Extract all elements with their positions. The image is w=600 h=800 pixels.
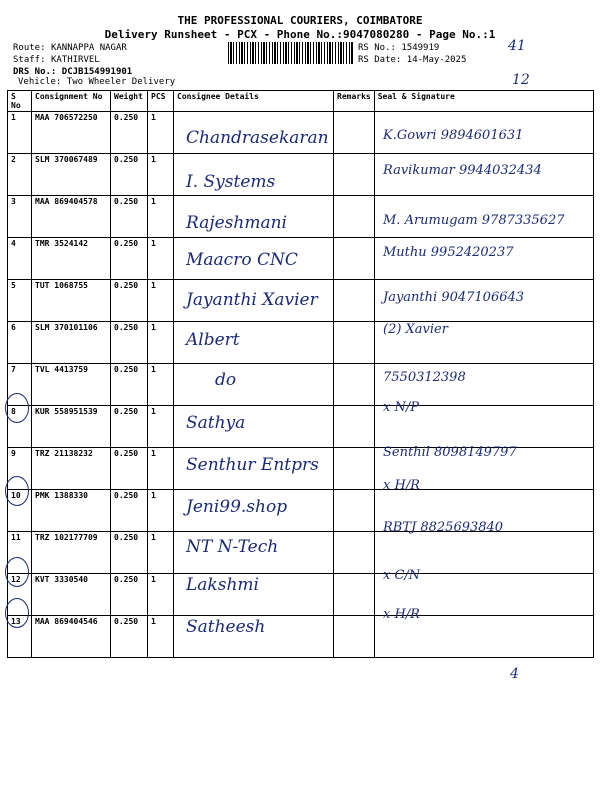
sno-cell: 11 <box>8 532 32 574</box>
remarks-cell <box>334 280 375 322</box>
pcs-cell: 1 <box>148 280 174 322</box>
staff-line <box>13 55 100 66</box>
corner-note-3: 4 <box>510 666 519 682</box>
table-row <box>8 322 594 364</box>
remarks-cell <box>334 112 375 154</box>
sno-cell: 2 <box>8 154 32 196</box>
remarks-cell <box>334 574 375 616</box>
rs-date-value: 14-May-2025 <box>406 55 467 65</box>
consignee-handwriting: Maacro CNC <box>186 250 298 270</box>
signature-handwriting: x N/P <box>383 400 419 415</box>
rs-date-line <box>358 55 466 66</box>
consignee-handwriting: Albert <box>186 330 240 350</box>
sno-cell: 10 <box>8 490 32 532</box>
consignment-cell: TRZ 102177709 <box>32 532 111 574</box>
drs-value: DCJB154991901 <box>61 67 133 77</box>
col-consignee: Consignee Details <box>174 91 334 112</box>
weight-cell: 0.250 <box>111 448 148 490</box>
col-pcs: PCS <box>148 91 174 112</box>
weight-cell: 0.250 <box>111 112 148 154</box>
pcs-cell: 1 <box>148 574 174 616</box>
pcs-cell: 1 <box>148 616 174 658</box>
vehicle-label: Vehicle: <box>18 77 62 87</box>
signature-handwriting: 7550312398 <box>383 370 466 385</box>
weight-cell: 0.250 <box>111 616 148 658</box>
circled-sno-mark <box>5 557 29 587</box>
weight-cell: 0.250 <box>111 238 148 280</box>
col-signature: Seal & Signature <box>374 91 593 112</box>
remarks-cell <box>334 616 375 658</box>
weight-cell: 0.250 <box>111 532 148 574</box>
sno-cell: 3 <box>8 196 32 238</box>
route-line <box>13 43 127 54</box>
circled-sno-mark <box>5 598 29 628</box>
vehicle-line <box>18 77 175 88</box>
signature-handwriting: x H/R <box>383 607 420 622</box>
sno-cell: 13 <box>8 616 32 658</box>
remarks-cell <box>334 154 375 196</box>
sno-cell: 4 <box>8 238 32 280</box>
staff-value: KATHIRVEL <box>50 55 100 65</box>
drs-label: DRS No.: <box>13 67 57 77</box>
barcode <box>228 42 353 64</box>
company-title: THE PROFESSIONAL COURIERS, COIMBATORE <box>177 14 423 27</box>
consignee-handwriting: Chandrasekaran <box>186 128 329 148</box>
consignee-cell <box>174 364 334 406</box>
consignment-cell: MAA 869404546 <box>32 616 111 658</box>
rs-date-label: RS Date: <box>358 55 402 65</box>
table-row <box>8 490 594 532</box>
signature-handwriting: Jayanthi 9047106643 <box>383 290 525 305</box>
consignee-handwriting: do <box>215 370 237 390</box>
table-row <box>8 574 594 616</box>
table-row <box>8 406 594 448</box>
staff-label: Staff: <box>13 55 46 65</box>
remarks-cell <box>334 532 375 574</box>
rs-no-line <box>358 43 439 54</box>
consignment-cell: MAA 869404578 <box>32 196 111 238</box>
consignment-cell: TRZ 21138232 <box>32 448 111 490</box>
sno-cell: 6 <box>8 322 32 364</box>
signature-handwriting: Muthu 9952420237 <box>383 245 514 260</box>
consignment-cell: TMR 3524142 <box>32 238 111 280</box>
sno-cell: 1 <box>8 112 32 154</box>
pcs-cell: 1 <box>148 322 174 364</box>
remarks-cell <box>334 238 375 280</box>
sno-cell: 12 <box>8 574 32 616</box>
pcs-cell: 1 <box>148 364 174 406</box>
consignee-handwriting: Jeni99.shop <box>186 497 288 517</box>
weight-cell: 0.250 <box>111 574 148 616</box>
consignment-cell: KVT 3330540 <box>32 574 111 616</box>
consignment-cell: SLM 370067489 <box>32 154 111 196</box>
consignee-handwriting: NT N-Tech <box>186 537 279 557</box>
consignment-cell: MAA 706572250 <box>32 112 111 154</box>
col-consignment: Consignment No <box>32 91 111 112</box>
remarks-cell <box>334 406 375 448</box>
consignee-handwriting: I. Systems <box>186 172 276 192</box>
sno-cell: 8 <box>8 406 32 448</box>
corner-note-2: 12 <box>512 72 530 88</box>
sno-cell: 7 <box>8 364 32 406</box>
route-value: KANNAPPA NAGAR <box>50 43 127 53</box>
route-label: Route: <box>13 43 46 53</box>
table-header-row <box>8 91 594 112</box>
runsheet-subtitle: Delivery Runsheet - PCX - Phone No.:9047080280 - Page No.:1 <box>104 28 496 41</box>
signature-handwriting: Senthil 8098149797 <box>383 445 517 460</box>
corner-note-1: 41 <box>508 38 526 54</box>
weight-cell: 0.250 <box>111 196 148 238</box>
weight-cell: 0.250 <box>111 406 148 448</box>
remarks-cell <box>334 364 375 406</box>
table-row <box>8 616 594 658</box>
table-row <box>8 364 594 406</box>
col-sno: S No <box>8 91 32 112</box>
pcs-cell: 1 <box>148 154 174 196</box>
pcs-cell: 1 <box>148 532 174 574</box>
remarks-cell <box>334 490 375 532</box>
weight-cell: 0.250 <box>111 322 148 364</box>
signature-handwriting: M. Arumugam 9787335627 <box>383 213 565 228</box>
pcs-cell: 1 <box>148 238 174 280</box>
signature-handwriting: x H/R <box>383 478 420 493</box>
consignee-handwriting: Jayanthi Xavier <box>186 290 318 310</box>
col-weight: Weight <box>111 91 148 112</box>
weight-cell: 0.250 <box>111 154 148 196</box>
signature-handwriting: x C/N <box>383 568 421 583</box>
pcs-cell: 1 <box>148 406 174 448</box>
col-remarks: Remarks <box>334 91 375 112</box>
consignment-cell: PMK 1388330 <box>32 490 111 532</box>
pcs-cell: 1 <box>148 490 174 532</box>
pcs-cell: 1 <box>148 196 174 238</box>
signature-handwriting: Ravikumar 9944032434 <box>383 163 542 178</box>
circled-sno-mark <box>5 476 29 506</box>
circled-sno-mark <box>5 393 29 423</box>
rs-no-label: RS No.: <box>358 43 396 53</box>
consignee-handwriting: Senthur Entprs <box>186 455 319 475</box>
rs-no-value: 1549919 <box>401 43 440 53</box>
remarks-cell <box>334 322 375 364</box>
consignee-handwriting: Rajeshmani <box>186 213 287 233</box>
consignee-handwriting: Satheesh <box>186 617 266 637</box>
consignment-cell: TUT 1068755 <box>32 280 111 322</box>
consignment-cell: KUR 558951539 <box>32 406 111 448</box>
weight-cell: 0.250 <box>111 280 148 322</box>
pcs-cell: 1 <box>148 112 174 154</box>
weight-cell: 0.250 <box>111 364 148 406</box>
pcs-cell: 1 <box>148 448 174 490</box>
vehicle-value: Two Wheeler Delivery <box>66 77 176 87</box>
consignee-handwriting: Lakshmi <box>186 575 259 595</box>
remarks-cell <box>334 196 375 238</box>
weight-cell: 0.250 <box>111 490 148 532</box>
sno-cell: 5 <box>8 280 32 322</box>
table-row <box>8 532 594 574</box>
consignment-cell: TVL 4413759 <box>32 364 111 406</box>
consignment-cell: SLM 370101106 <box>32 322 111 364</box>
signature-handwriting: (2) Xavier <box>383 322 448 337</box>
signature-handwriting: RBTJ 8825693840 <box>383 520 504 535</box>
signature-handwriting: K.Gowri 9894601631 <box>383 128 524 143</box>
remarks-cell <box>334 448 375 490</box>
sno-cell: 9 <box>8 448 32 490</box>
consignee-handwriting: Sathya <box>186 413 246 433</box>
